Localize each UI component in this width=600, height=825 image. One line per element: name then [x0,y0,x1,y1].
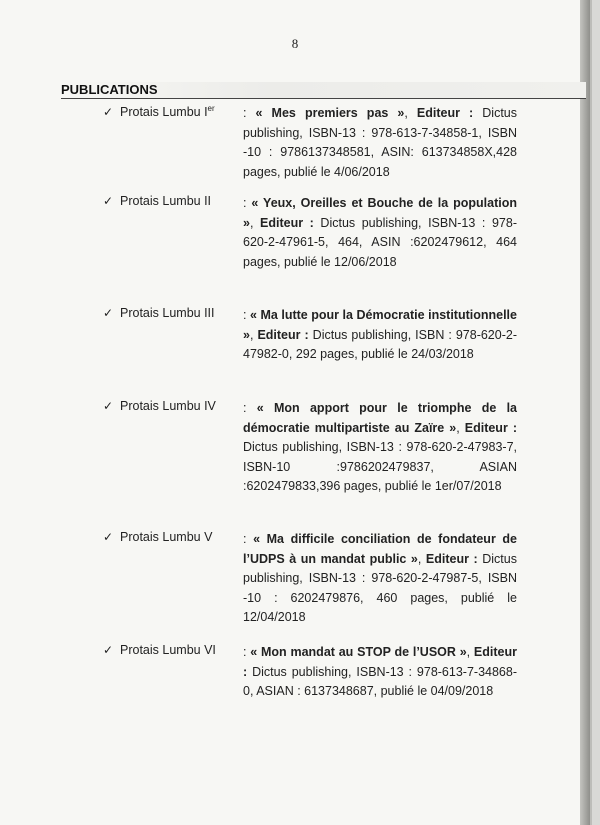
author-name: Protais Lumbu VI [120,643,216,657]
publication-author [103,530,238,544]
author-name: Protais Lumbu III [120,306,215,320]
publication-title: « Mes premiers pas » [255,106,405,120]
publication-author [103,104,238,119]
publication-title: « Ma lutte pour la Démocratie institutionnelle » [243,308,517,342]
checkmark-icon: ✓ [103,105,114,120]
checkmark-icon: ✓ [103,306,114,320]
publication-description [243,399,517,497]
checkmark-icon: ✓ [103,194,114,208]
publication-description [243,104,517,182]
separator: , [417,551,426,566]
author-name: Protais Lumbu IV [120,399,216,413]
colon: : [243,196,252,210]
editeur-label: Editeur : [416,106,474,120]
colon: : [243,308,250,322]
editeur-label: Editeur : [260,215,314,230]
publication-author [103,306,238,320]
editeur-label: Editeur : [243,645,517,679]
page-number: 8 [291,36,299,51]
publication-details: Dictus publishing, ISBN-13 : 978-620-2-47983-7, ISBN-10 :9786202479837, ASIAN :6202479833,396 pages, publié le 1er/07/2018 [243,440,517,493]
publication-details: Dictus publishing, ISBN-13 : 978-613-7-34868-0, ASIAN : 6137348687, publié le 04/09/2018 [243,664,517,698]
checkmark-icon: ✓ [103,530,114,544]
editeur-label: Editeur : [464,420,518,435]
author-name: Protais Lumbu V [120,530,213,544]
publication-title: « Ma difficile conciliation de fondateur de l’UDPS à un mandat public » [243,532,517,566]
publication-details: Dictus publishing, ISBN-13 : 978-620-2-47987-5, ISBN -10 : 6202479876, 460 pages, publié le 12/04/2018 [243,551,517,624]
publication-details: Dictus publishing, ISBN : 978-620-2-47982-0, 292 pages, publié le 24/03/2018 [243,327,517,361]
section-title: PUBLICATIONS [61,82,586,99]
separator: , [466,645,474,659]
publication-description [243,306,517,365]
checkmark-icon: ✓ [103,643,114,657]
colon: : [243,645,251,659]
checkmark-icon: ✓ [103,399,114,413]
author-superscript: er [207,104,215,113]
colon: : [243,106,256,120]
colon: : [243,401,257,415]
publication-description [243,194,517,272]
page-edge-shadow [580,0,590,825]
publication-details: Dictus publishing, ISBN-13 : 978-620-2-47961-5, 464, ASIN :6202479612, 464 pages, publié le 12/06/2018 [243,215,517,269]
publication-author [103,194,238,208]
publication-title: « Yeux, Oreilles et Bouche de la population » [243,196,517,230]
separator: , [404,106,417,120]
publication-author [103,643,238,657]
editeur-label: Editeur : [425,551,478,566]
separator: , [249,327,258,342]
author-name: Protais Lumbu II [120,194,212,208]
author-name: Protais Lumbu I [120,105,208,120]
separator: , [249,215,261,230]
publication-title: « Mon mandat au STOP de l’USOR » [250,645,467,659]
publication-description [243,643,517,702]
publication-author [103,399,238,413]
publication-description [243,530,517,628]
colon: : [243,532,254,546]
editeur-label: Editeur : [257,327,309,342]
publication-details: Dictus publishing, ISBN-13 : 978-613-7-34858-1, ISBN -10 : 9786137348581, ASIN: 613734858X,428 pages, publié le 4/06/2018 [243,106,518,179]
separator: , [456,420,465,435]
publication-title: « Mon apport pour le triomphe de la démocratie multipartiste au Zaïre » [243,401,517,435]
